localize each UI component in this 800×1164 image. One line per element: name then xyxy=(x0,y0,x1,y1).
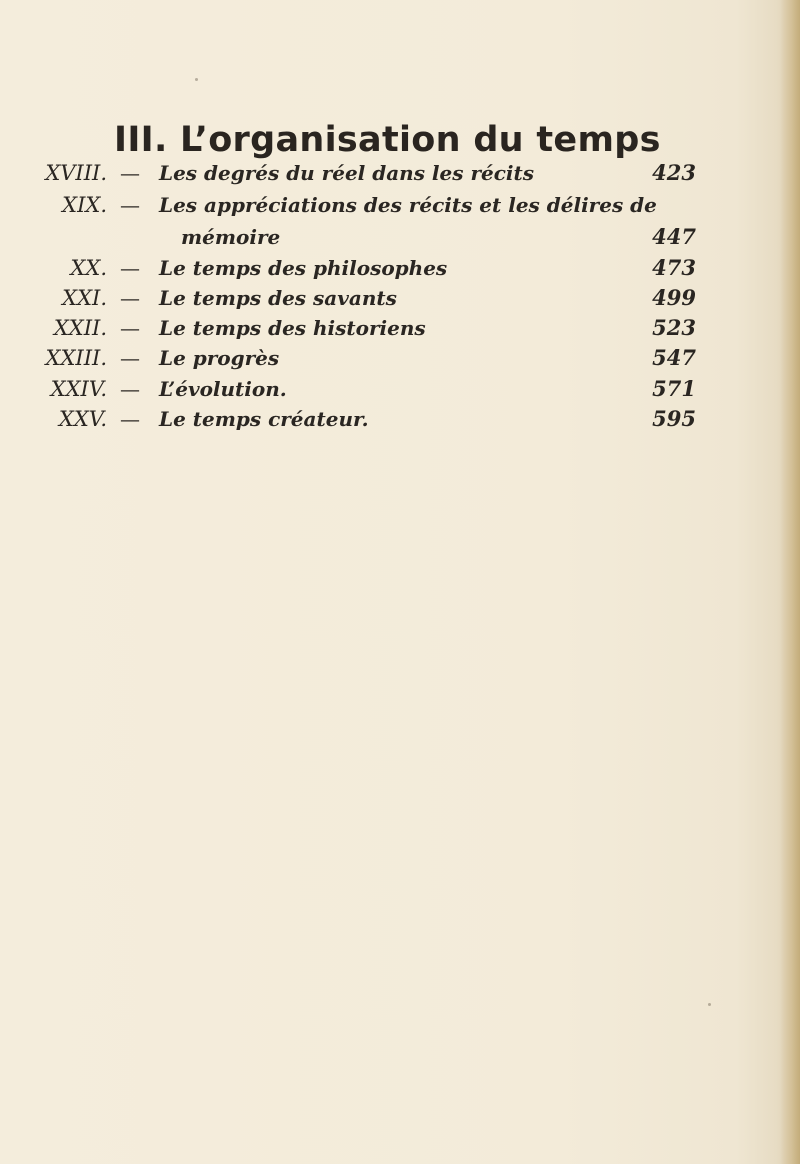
chapter-title: Le temps des historiens xyxy=(159,316,426,340)
page-number: 423 xyxy=(652,160,696,185)
chapter-numeral: XX. xyxy=(70,256,107,280)
page-number: 595 xyxy=(652,406,696,431)
em-dash: — xyxy=(120,316,140,340)
chapter-numeral: XIX. xyxy=(62,193,107,217)
section-title: III. L’organisation du temps xyxy=(114,120,661,160)
chapter-numeral: XVIII. xyxy=(45,161,107,185)
em-dash: — xyxy=(120,256,140,280)
toc-entry-xxi xyxy=(0,283,800,313)
em-dash: — xyxy=(120,286,140,310)
chapter-numeral: XXV. xyxy=(58,407,107,431)
toc-entry-xxiv xyxy=(0,374,800,404)
chapter-title: Le temps des philosophes xyxy=(159,256,448,280)
page-number: 473 xyxy=(652,255,696,280)
chapter-title-continuation: mémoire xyxy=(181,225,281,249)
toc-entry-xix-continuation xyxy=(0,222,800,252)
em-dash: — xyxy=(120,407,140,431)
em-dash: — xyxy=(120,377,140,401)
chapter-title: Les degrés du réel dans les récits xyxy=(159,161,535,185)
paper-speck xyxy=(195,78,198,81)
chapter-title: L’évolution. xyxy=(159,377,287,401)
chapter-numeral: XXII. xyxy=(53,316,107,340)
toc-entry-xx xyxy=(0,253,800,283)
chapter-numeral: XXIII. xyxy=(45,346,107,370)
chapter-title: Les appréciations des récits et les délires de xyxy=(159,193,657,217)
toc-entry-xxv xyxy=(0,404,800,434)
chapter-title: Le temps des savants xyxy=(159,286,397,310)
chapter-numeral: XXIV. xyxy=(50,377,107,401)
paper-speck xyxy=(708,1003,711,1006)
page-number: 447 xyxy=(652,224,696,249)
toc-entry-xxiii xyxy=(0,343,800,373)
em-dash: — xyxy=(120,346,140,370)
chapter-title: Le temps créateur. xyxy=(159,407,369,431)
toc-entry-xviii xyxy=(0,158,800,188)
chapter-numeral: XXI. xyxy=(62,286,107,310)
page-number: 499 xyxy=(652,285,696,310)
page-number: 523 xyxy=(652,315,696,340)
toc-entry-xxii xyxy=(0,313,800,343)
chapter-title: Le progrès xyxy=(159,346,280,370)
toc-entry-xix xyxy=(0,190,800,220)
page-number: 547 xyxy=(652,345,696,370)
em-dash: — xyxy=(120,161,140,185)
page-number: 571 xyxy=(652,376,696,401)
em-dash: — xyxy=(120,193,140,217)
